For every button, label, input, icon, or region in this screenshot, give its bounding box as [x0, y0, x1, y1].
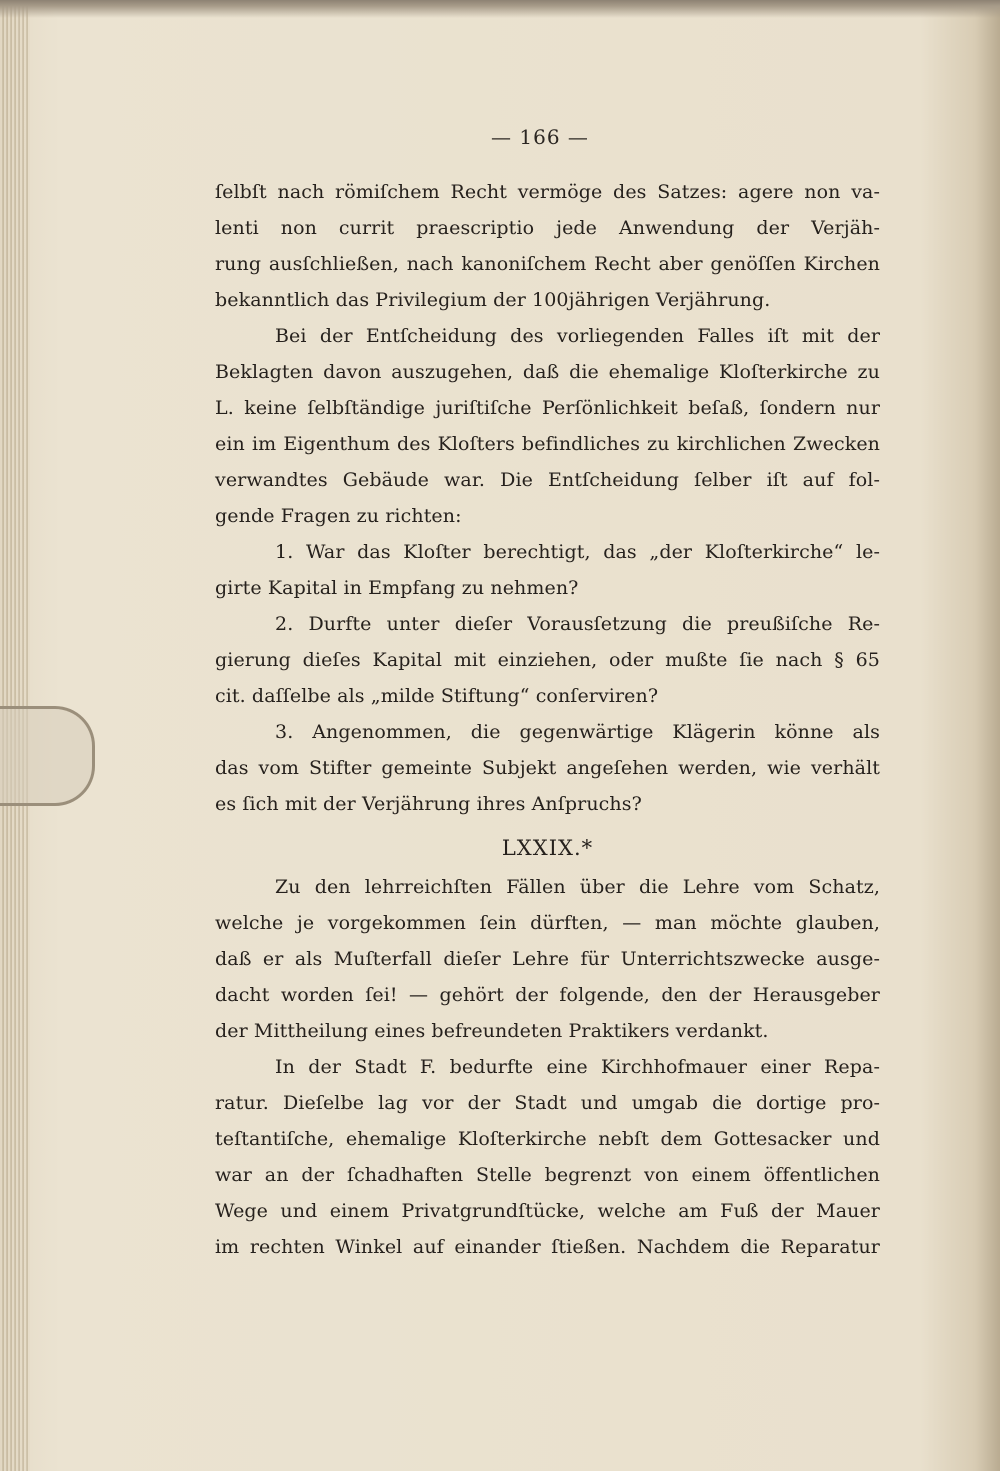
top-shadow: [0, 0, 1000, 18]
text-line: L. keine ſelbſtändige juriſtiſche Perſönlichkeit beſaß, ſondern nur: [215, 397, 880, 419]
text-line: gierung dieſes Kapital mit einziehen, oder mußte ſie nach § 65: [215, 649, 880, 671]
section-heading: LXXIX.*: [501, 836, 594, 860]
text-line: daß er als Muſterfall dieſer Lehre für Unterrichtszwecke ausge-: [215, 948, 880, 970]
text-line: cit. daſſelbe als „milde Stiftung“ conſerviren?: [215, 685, 659, 707]
page-number: — 166 —: [491, 125, 589, 149]
text-line: das vom Stifter gemeinte Subjekt angeſehen werden, wie verhält: [215, 757, 880, 779]
text-line: Bei der Entſcheidung des vorliegenden Falles iſt mit der: [275, 325, 880, 347]
text-line: 1. War das Kloſter berechtigt, das „der Kloſterkirche“ le-: [275, 541, 880, 563]
text-line: lenti non currit praescriptio jede Anwendung der Verjäh-: [215, 217, 880, 239]
text-line: Wege und einem Privatgrundſtücke, welche am Fuß der Mauer: [215, 1200, 880, 1222]
text-line: ein im Eigenthum des Kloſters befindliches zu kirchlichen Zwecken: [215, 433, 880, 455]
text-line: der Mittheilung eines befreundeten Praktikers verdankt.: [215, 1020, 769, 1042]
text-line: dacht worden ſei! — gehört der folgende, den der Herausgeber: [215, 984, 880, 1006]
text-line: 3. Angenommen, die gegenwärtige Klägerin könne als: [275, 721, 880, 743]
text-line: In der Stadt F. bedurfte eine Kirchhofmauer einer Repa-: [275, 1056, 880, 1078]
text-line: gende Fragen zu richten:: [215, 505, 462, 527]
text-line: war an der ſchadhaften Stelle begrenzt von einem öffentlichen: [215, 1164, 880, 1186]
text-line: welche je vorgekommen ſein dürften, — man möchte glauben,: [215, 912, 880, 934]
text-line: ratur. Dieſelbe lag vor der Stadt und umgab die dortige pro-: [215, 1092, 880, 1114]
text-line: girte Kapital in Empfang zu nehmen?: [215, 577, 579, 599]
text-line: rung ausſchließen, nach kanoniſchem Recht aber genöſſen Kirchen: [215, 253, 880, 275]
text-line: es ſich mit der Verjährung ihres Anſpruchs?: [215, 793, 642, 815]
text-line: Zu den lehrreichſten Fällen über die Lehre vom Schatz,: [275, 876, 880, 898]
text-line: Beklagten davon auszugehen, daß die ehemalige Kloſterkirche zu: [215, 361, 880, 383]
text-line: ſelbſt nach römiſchem Recht vermöge des Satzes: agere non va-: [215, 181, 880, 203]
text-line: im rechten Winkel auf einander ſtießen. Nachdem die Reparatur: [215, 1236, 880, 1258]
text-line: teſtantiſche, ehemalige Kloſterkirche nebſt dem Gottesacker und: [215, 1128, 880, 1150]
text-line: verwandtes Gebäude war. Die Entſcheidung ſelber iſt auf fol-: [215, 469, 880, 491]
bookmark-tab: [0, 706, 95, 806]
text-line: 2. Durfte unter dieſer Vorausſetzung die preußiſche Re-: [275, 613, 880, 635]
text-line: bekanntlich das Privilegium der 100jährigen Verjährung.: [215, 289, 771, 311]
